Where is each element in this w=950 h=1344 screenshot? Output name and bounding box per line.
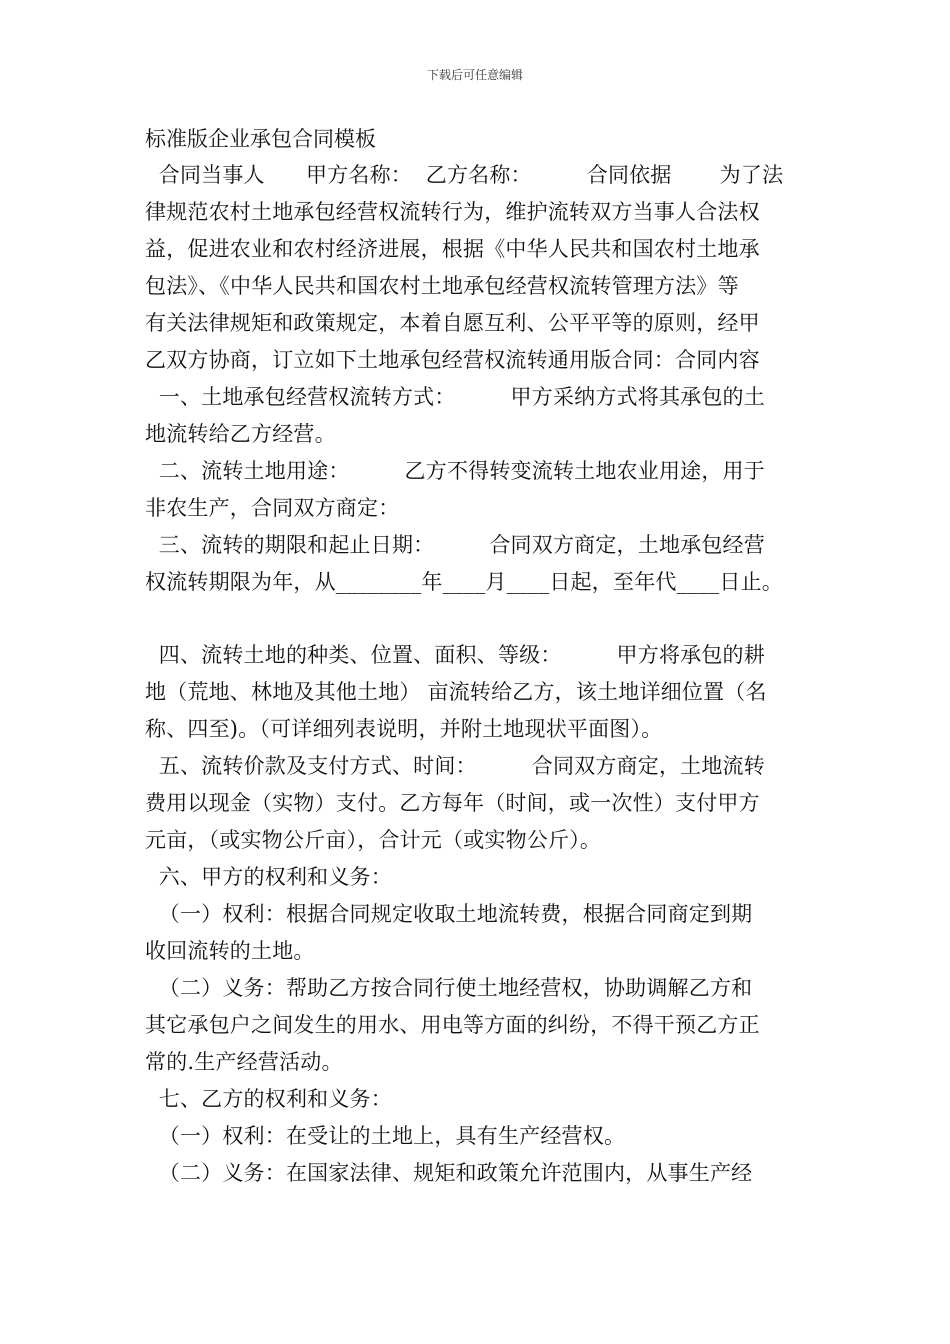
paragraph-line: 地（荒地、林地及其他土地） 亩流转给乙方，该土地详细位置（名	[145, 680, 767, 704]
paragraph-line: （一）权利：根据合同规定收取土地流转费，根据合同商定到期	[145, 902, 753, 926]
paragraph-line: （二）义务：帮助乙方按合同行使土地经营权，协助调解乙方和	[145, 976, 753, 1000]
paragraph-line: 其它承包户之间发生的用水、用电等方面的纠纷，不得干预乙方正	[145, 1013, 760, 1037]
paragraph-line: 权流转期限为年，从________年____月____日起，至年代____日止。	[145, 570, 783, 594]
page-header: 下载后可任意编辑	[426, 68, 523, 82]
paragraph-line: 益，促进农业和农村经济进展，根据《中华人民共和国农村土地承	[145, 237, 760, 261]
paragraph-line: 合同当事人 甲方名称： 乙方名称： 合同依据 为了法	[145, 163, 784, 187]
paragraph-line: 六、甲方的权利和义务：	[145, 865, 392, 889]
paragraph-line: 元亩，（或实物公斤亩），合计元（或实物公斤）。	[145, 828, 602, 852]
document-title: 标准版企业承包合同模板	[145, 127, 376, 151]
paragraph-line: （二）义务：在国家法律、规矩和政策允许范围内，从事生产经	[145, 1161, 753, 1185]
paragraph-line: 三、流转的期限和起止日期： 合同双方商定，土地承包经营	[145, 533, 765, 557]
paragraph-line: 有关法律规矩和政策规定，本着自愿互利、公平平等的原则，经甲	[145, 311, 760, 335]
paragraph-line: 称、四至)。（可详细列表说明，并附土地现状平面图）。	[145, 717, 663, 741]
paragraph-line: 收回流转的土地。	[145, 939, 315, 963]
paragraph-line: 四、流转土地的种类、位置、面积、等级： 甲方将承包的耕	[145, 643, 765, 667]
paragraph-line: 一、土地承包经营权流转方式： 甲方采纳方式将其承包的土	[145, 385, 765, 409]
paragraph-line: 七、乙方的权利和义务：	[145, 1087, 392, 1111]
paragraph-line: 乙双方协商，订立如下土地承包经营权流转通用版合同：合同内容	[145, 348, 760, 372]
paragraph-line: 费用以现金（实物）支付。乙方每年（时间，或一次性）支付甲方	[145, 791, 760, 815]
blank-line	[145, 612, 807, 640]
paragraph-line: 非农生产，合同双方商定：	[145, 496, 400, 520]
paragraph-line: 律规范农村土地承包经营权流转行为，维护流转双方当事人合法权	[145, 200, 760, 224]
paragraph-line: 地流转给乙方经营。	[145, 422, 336, 446]
paragraph-line: （一）权利：在受让的土地上，具有生产经营权。	[145, 1124, 626, 1148]
paragraph-line: 包法》、《中华人民共和国农村土地承包经营权流转管理方法》等	[145, 274, 739, 298]
document-body	[145, 160, 807, 1195]
paragraph-line: 二、流转土地用途： 乙方不得转变流转土地农业用途，用于	[145, 459, 765, 483]
paragraph-line: 五、流转价款及支付方式、时间： 合同双方商定，土地流转	[145, 754, 765, 778]
paragraph-line: 常的.生产经营活动。	[145, 1050, 343, 1074]
